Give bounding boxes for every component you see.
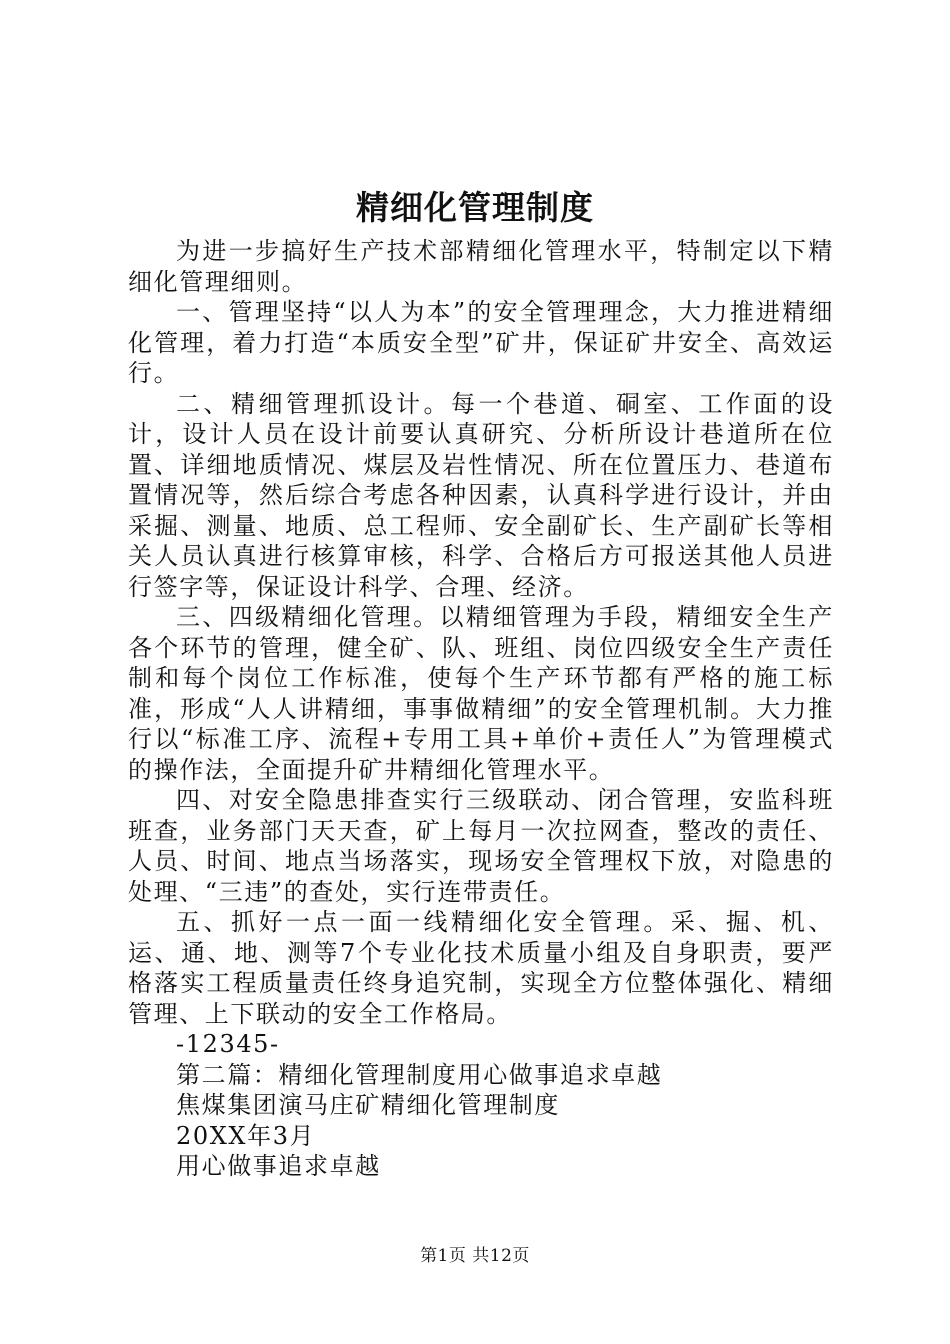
paragraph-2: 二、精细管理抓设计。每一个巷道、硐室、工作面的设计，设计人员在设计前要认真研究、分析所设计巷道所在位置、详细地质情况、煤层及岩性情况、所在位置压力、巷道布置情况等，然后综合考虑各种因素，认真科学进行设计，并由采掘、测量、地质、总工程师、安全副矿长、生产副矿长等相关人员认真进行核算审核，科学、合格后方可报送其他人员进行签字等，保证设计科学、合理、经济。 xyxy=(128,389,834,601)
page-footer: 第1页 共12页 xyxy=(420,1246,530,1266)
section-heading: 第二篇：精细化管理制度用心做事追求卓越 xyxy=(176,1060,663,1089)
paragraph-intro: 为进一步搞好生产技术部精细化管理水平，特制定以下精细化管理细则。 xyxy=(128,237,834,296)
paragraph-4: 四、对安全隐患排查实行三级联动、闭合管理，安监科班班查，业务部门天天查，矿上每月一次拉网查，整改的责任、人员、时间、地点当场落实，现场安全管理权下放，对隐患的处理、“三违”的查处，实行连带责任。 xyxy=(128,786,834,906)
paragraph-1: 一、管理坚持“以人为本”的安全管理理念，大力推进精细化管理，着力打造“本质安全型”矿井，保证矿井安全、高效运行。 xyxy=(128,298,834,387)
date-line: 20XX年3月 xyxy=(176,1121,316,1150)
paragraph-5: 五、抓好一点一面一线精细化安全管理。采、掘、机、运、通、地、测等7个专业化技术质量小组及自身职责，要严格落实工程质量责任终身追究制，实现全方位整体强化、精细管理、上下联动的安全工作格局。 xyxy=(128,908,834,1028)
motto-line: 用心做事追求卓越 xyxy=(176,1152,381,1180)
document-body xyxy=(128,236,834,1182)
separator-line: -12345- xyxy=(176,1030,280,1058)
page-title: 精细化管理制度 xyxy=(356,188,594,227)
organization-line: 焦煤集团演马庄矿精细化管理制度 xyxy=(176,1091,560,1119)
paragraph-3: 三、四级精细化管理。以精细管理为手段，精细安全生产各个环节的管理，健全矿、队、班组、岗位四级安全生产责任制和每个岗位工作标准，使每个生产环节都有严格的施工标准，形成“人人讲精细，事事做精细”的安全管理机制。大力推行以“标准工序、流程+专用工具+单价+责任人”为管理模式的操作法，全面提升矿井精细化管理水平。 xyxy=(128,603,834,784)
